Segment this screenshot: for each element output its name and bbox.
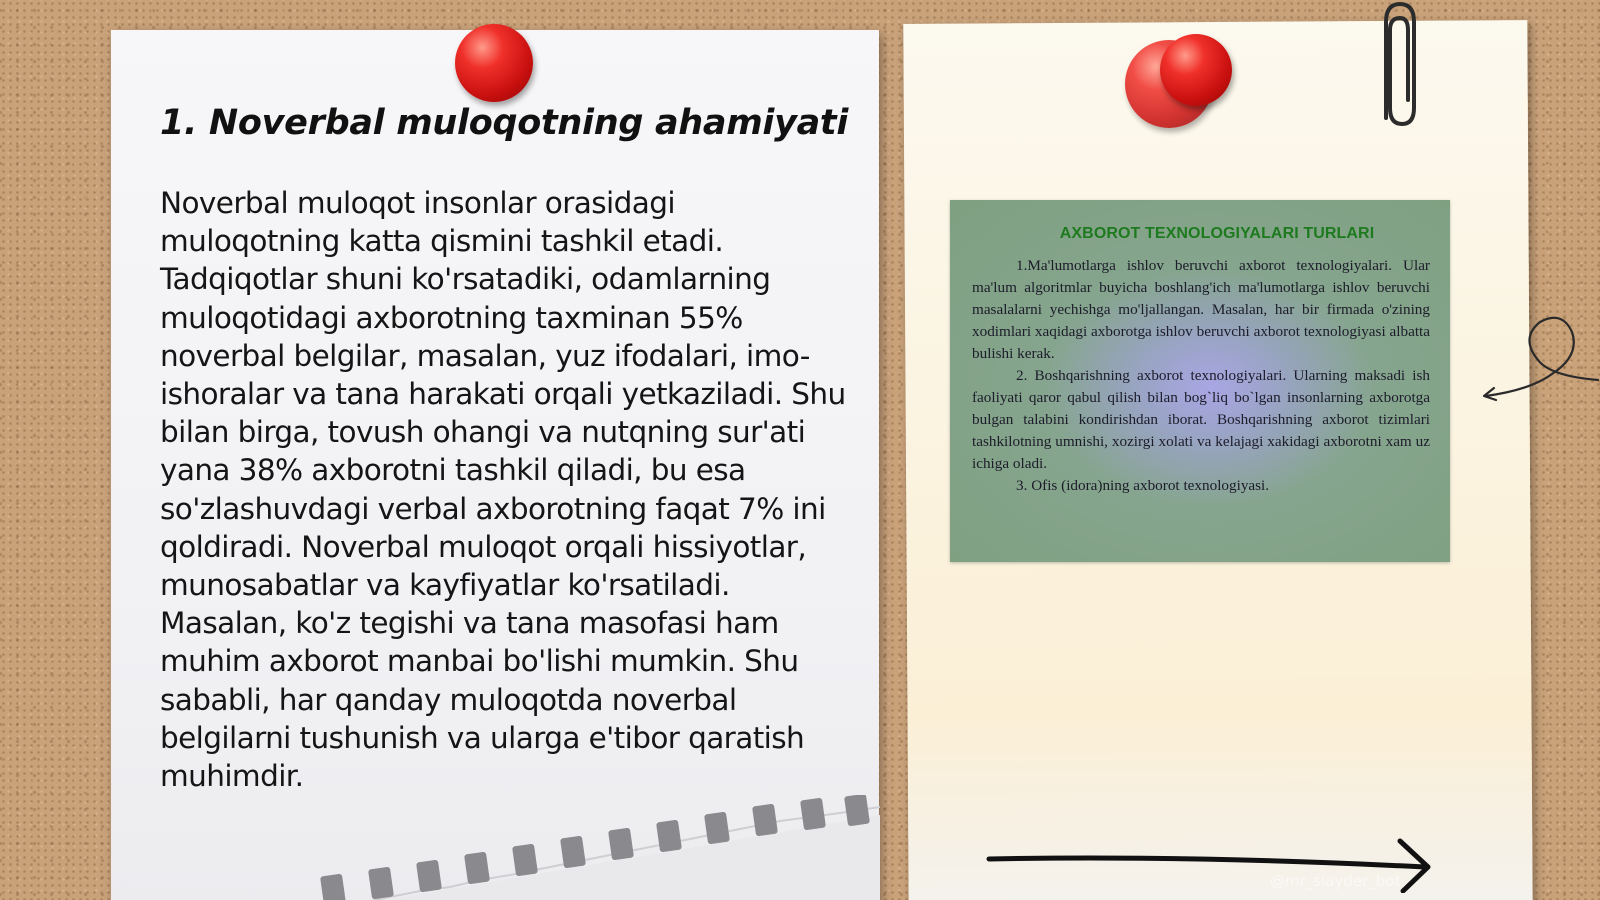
- note-body: Noverbal muloqot insonlar orasidagi muloqotning katta qismini tashkil etadi. Tadqiqotlar shuni ko'rsatadiki, odamlarning muloqotidagi axborotning taxminan 55% noverbal belgilar, masalan, yuz ifodalari, imo-ishoralar va tana harakati orqali yetkaziladi. Shu bilan birga, tovush ohangi va nutqning sur'ati yana 38% axborotni tashkil qiladi, bu esa so'zlashuvdagi verbal axborotning faqat 7% ini qoldiradi. Noverbal muloqot orqali hissiyotlar, munosabatlar va kayfiyatlar ko'rsatiladi. Masalan, ko'z tegishi va tana masofasi ham muhim axborot manbai bo'lishi mumkin. Shu sababli, har qanday muloqotda noverbal belgilarni tushunish va ularga e'tibor qaratish muhimdir.: [160, 186, 846, 794]
- slide-text: [972, 255, 1430, 497]
- slide-image: [950, 200, 1450, 562]
- torn-spiral-strip: [300, 795, 880, 900]
- slide-paragraph: 2. Boshqarishning axborot texnologiyalari. Ularning maksadi ish faoliyati qaror qabul qilish bilan bog`liq bo`lgan insonlarning axborotga bulgan talabini kondirishdan iborat. Boshqarishning axborot tizimlari tashkilotning umnishi, xozirgi xolati va kelajagi xakidagi axborotni xam uz ichiga oladi.: [972, 367, 1430, 472]
- slide-paragraph: 3. Ofis (idora)ning axborot texnologiyasi.: [1016, 477, 1270, 494]
- red-pushpin-icon: [455, 24, 533, 102]
- slide-title: AXBOROT TEXNOLOGIYALARI TURLARI: [1059, 225, 1375, 242]
- watermark: @mr_slayder_bot: [1270, 872, 1401, 890]
- loop-scribble-arrow-icon: [1480, 310, 1600, 410]
- red-pushpin-icon: [1160, 34, 1232, 106]
- note-title: 1. Noverbal muloqotning ahamiyati: [160, 103, 849, 143]
- left-note-paper: [111, 30, 879, 900]
- slide-paragraph: 1.Ma'lumotlarga ishlov beruvchi axborot texnologiyalari. Ular ma'lum algoritmlar buyicha boshlang'ich ma'lumotlarga ishlov beruvchi masalalarni yechishga mo'ljallangan. Masalan, har bir firmada o'zining xodimlari xaqidagi axborotga ishlov beruvchi axborot texnologiyasi albatta bulishi kerak.: [972, 257, 1430, 362]
- paperclip-icon: [1376, 0, 1422, 130]
